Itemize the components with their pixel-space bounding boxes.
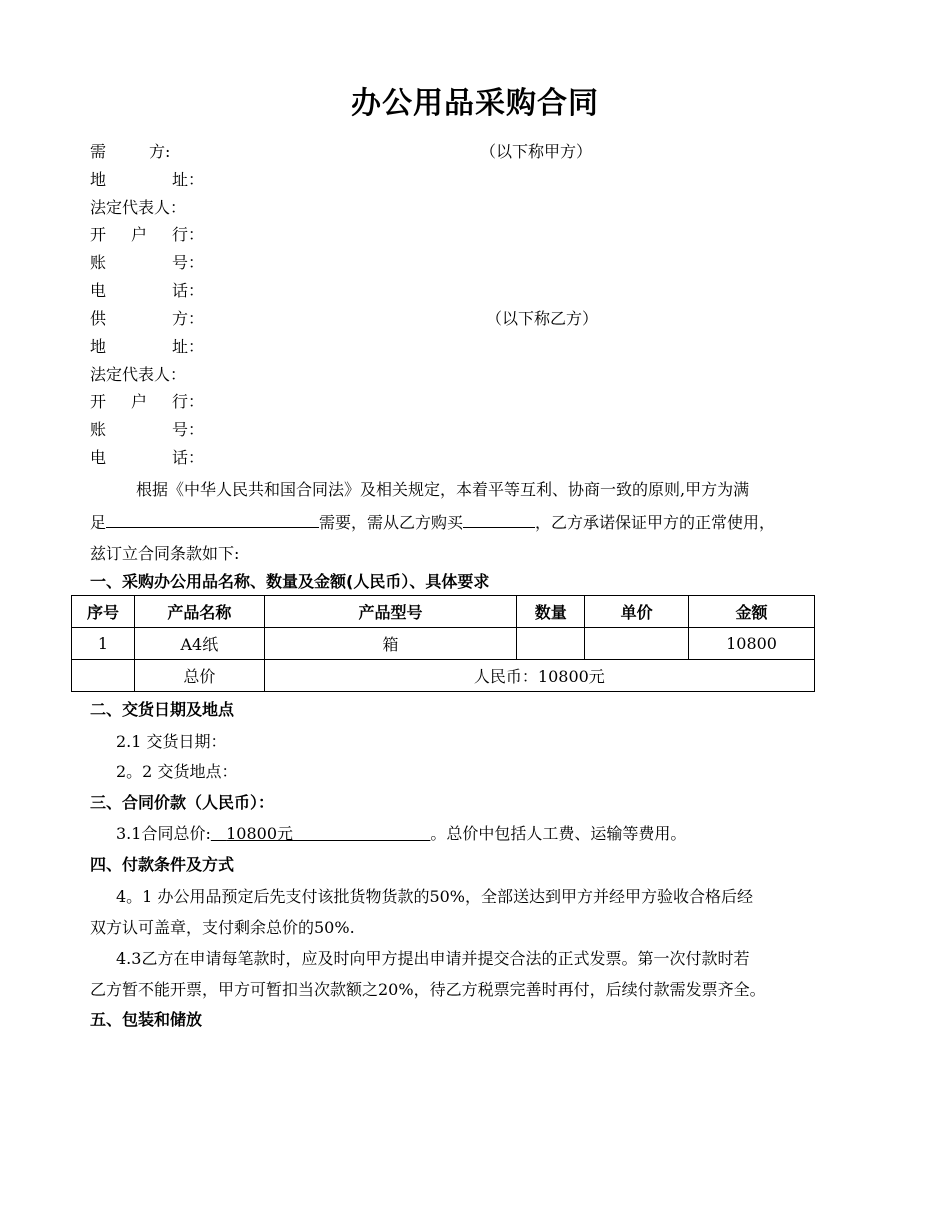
party-row: 开户行： (90, 388, 850, 416)
column-header: 单价 (585, 596, 689, 628)
party-row: 地址： (90, 166, 850, 194)
table-header-row (72, 596, 815, 628)
party-row: 开户行： (90, 221, 850, 249)
table-cell (585, 628, 689, 660)
intro-line: 足 需要，需从乙方购买 ，乙方承诺保证甲方的正常使用， (90, 505, 860, 538)
table-cell: 1 (72, 628, 135, 660)
table-cell (517, 628, 585, 660)
total-value: 人民币：10800元 (264, 660, 814, 692)
table-row (72, 628, 815, 660)
delivery-date-item: 2.1 交货日期： (116, 732, 227, 751)
table-cell: 10800 (689, 628, 815, 660)
table-cell: A4纸 (134, 628, 264, 660)
party-row: 账号： (90, 416, 850, 444)
party-label: 供方 (90, 309, 188, 328)
intro-line: 根据《中华人民共和国合同法》及相关规定，本着平等互利、协商一致的原则,甲方为满 (136, 480, 750, 499)
contract-total-amount: 10800元 (226, 824, 294, 843)
column-header: 金额 (689, 596, 815, 628)
party-row: 需方: （以下称甲方） (90, 138, 850, 166)
party-label: 电话 (90, 447, 188, 467)
party-label: 法定代表人 (90, 364, 171, 384)
section-heading: 三、合同价款（人民币）： (90, 793, 275, 812)
party-label: 账号 (90, 253, 188, 273)
party-row: 账号： (90, 249, 850, 277)
table-cell (72, 660, 135, 692)
party-row: 供方： （以下称乙方） (90, 305, 850, 333)
column-header: 产品型号 (264, 596, 517, 628)
document-title: 办公用品采购合同 (351, 86, 599, 121)
section-heading: 五、包装和储放 (90, 1010, 203, 1029)
column-header: 序号 (72, 596, 135, 628)
party-label: 账号 (90, 420, 188, 440)
purpose-blank (106, 505, 319, 528)
payment-paragraph-2: 4.3乙方在申请每笔款时，应及时向甲方提出申请并提交合法的正式发票。第一次付款时若 乙方暂不能开票，甲方可暂扣当次款额之20%，待乙方税票完善时再付，后续付款需发票齐全。 (90, 949, 766, 999)
section-heading: 二、交货日期及地点 (90, 700, 235, 719)
intro-paragraph (90, 474, 860, 569)
party-row: 电话： (90, 277, 850, 305)
party-a-note: （以下称甲方） (480, 142, 593, 161)
column-header: 产品名称 (134, 596, 264, 628)
total-label: 总价 (134, 660, 264, 692)
party-b-note: （以下称乙方） (486, 309, 599, 328)
goods-blank (463, 505, 535, 528)
intro-line: 兹订立合同条款如下: (90, 544, 240, 563)
party-row: 电话： (90, 444, 850, 472)
party-row: 法定代表人： (90, 197, 187, 217)
party-label: 开户行 (90, 225, 188, 245)
party-label: 地址 (90, 336, 188, 356)
contract-price-line: 3.1合同总价: 10800元 。总价中包括人工费、运输等费用。 (116, 824, 687, 843)
table-cell: 箱 (264, 628, 517, 660)
product-table (71, 595, 815, 692)
party-label: 电话 (90, 280, 188, 300)
section-heading: 四、付款条件及方式 (90, 855, 235, 874)
party-label: 地址 (90, 169, 188, 189)
party-label: 开户行 (90, 392, 188, 412)
table-total-row (72, 660, 815, 692)
party-row: 法定代表人： (90, 364, 187, 384)
party-row: 地址： (90, 333, 850, 361)
payment-paragraph-1: 4。1 办公用品预定后先支付该批货物货款的50%，全部送达到甲方并经甲方验收合格后经 双方认可盖章，支付剩余总价的50%. (90, 887, 754, 937)
column-header: 数量 (517, 596, 585, 628)
party-a-info (90, 138, 850, 305)
party-label: 法定代表人 (90, 197, 171, 217)
party-label: 需方 (90, 142, 165, 161)
delivery-place-item: 2。2 交货地点： (116, 762, 238, 781)
party-b-info (90, 305, 850, 472)
section-heading: 一、采购办公用品名称、数量及金额(人民币）、具体要求 (90, 572, 490, 591)
